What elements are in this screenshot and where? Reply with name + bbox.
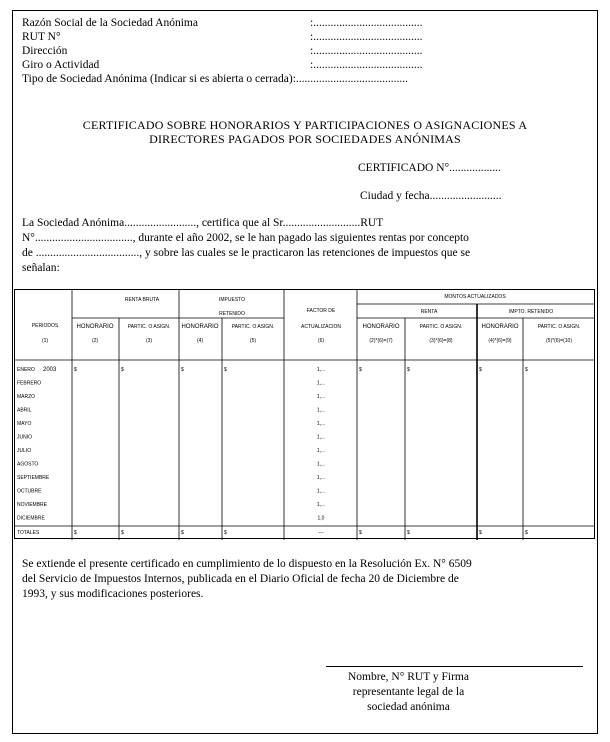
currency-sign: $ [181, 367, 184, 373]
month-label: MARZO [17, 394, 36, 400]
montos-header: MONTOS ACTUALIZADOS [444, 294, 506, 300]
signature-line[interactable] [326, 666, 583, 667]
title-line-2: DIRECTORES PAGADOS POR SOCIEDADES ANÓNIMAS [149, 132, 461, 146]
column-header-label: PARTIC. O ASIGN. [537, 324, 581, 330]
periodos-header: PERIODOS [31, 323, 59, 329]
factor-value: 1,... [316, 488, 326, 495]
signature-line-1: Nombre, N° RUT y Firma [348, 671, 469, 683]
column-header-label: PARTIC. O ASIGN. [419, 324, 463, 330]
totals-currency-sign: $ [479, 530, 482, 536]
column-header-number: (5) [249, 338, 257, 344]
month-label: FEBRERO [17, 380, 42, 387]
month-label: MAYO [17, 421, 32, 427]
column-header-label: HONORARIO [181, 324, 219, 330]
column-header-number: (5)*(6)=(10) [546, 338, 572, 344]
factor-header-1: FACTOR DE [306, 308, 336, 314]
signature-line-3: sociedad anónima [367, 701, 450, 713]
totals-currency-sign: $ [359, 530, 362, 536]
totals-currency-sign: $ [181, 530, 184, 536]
factor-header-2: ACTUALIZACION [300, 324, 342, 330]
currency-sign: $ [121, 367, 124, 373]
month-label: DICIEMBRE [17, 515, 45, 522]
certificate-number[interactable]: CERTIFICADO N°.................. [358, 162, 501, 174]
closing-paragraph [22, 557, 512, 602]
column-header-number: (3)*(6)=(8) [429, 338, 453, 344]
periodos-number: (1) [41, 338, 49, 344]
city-date[interactable]: Ciudad y fecha......................... [360, 190, 502, 202]
razon-social-label: Razón Social de la Sociedad Anónima [22, 17, 198, 29]
title-line-1: CERTIFICADO SOBRE HONORARIOS Y PARTICIPACIONES O ASIGNACIONES A [82, 118, 528, 132]
totals-currency-sign: $ [74, 530, 77, 536]
renta-bruta-header: RENTA BRUTA [124, 297, 160, 303]
column-header-label: PARTIC. O ASIGN. [231, 324, 275, 330]
rut-label: RUT N° [22, 31, 61, 43]
currency-sign: $ [74, 367, 77, 373]
currency-sign: $ [224, 367, 227, 373]
column-header-label: HONORARIO [362, 324, 400, 330]
factor-value: 1,... [316, 407, 326, 414]
totals-currency-sign: $ [525, 530, 528, 536]
totals-currency-sign: $ [121, 530, 124, 536]
currency-sign: $ [479, 367, 482, 373]
impuesto-header-2: RETENIDO [219, 311, 245, 317]
impuesto-header-1: IMPUESTO [218, 297, 246, 303]
column-header-label: HONORARIO [481, 324, 519, 330]
renta-header: RENTA [420, 309, 438, 315]
impto-retenido-header: IMPTO. RETENIDO [508, 309, 554, 315]
month-label: SEPTIEMBRE [17, 475, 50, 481]
factor-value: 1,... [316, 367, 326, 373]
month-label: ABRIL [17, 407, 32, 414]
column-header-number: (2) [91, 338, 99, 344]
intro-paragraph [22, 216, 507, 276]
column-header-label: HONORARIO [76, 324, 114, 330]
giro-value[interactable]: :...................................... [310, 59, 423, 71]
closing-line-2: del Servicio de Impuestos Internos, publicada en el Diario Oficial de fecha 20 de Diciembre de [22, 573, 459, 585]
factor-value: 1,... [316, 475, 326, 481]
rut-value[interactable]: :...................................... [310, 31, 423, 43]
intro-line-1: La Sociedad Anónima........................., certifica que al Sr...........................RUT [22, 217, 384, 229]
intro-line-4: señalan: [22, 262, 60, 274]
factor-value: 1,... [316, 448, 326, 454]
currency-sign: $ [407, 367, 410, 373]
factor-value: 1,... [316, 380, 326, 387]
giro-label: Giro o Actividad [22, 59, 100, 71]
month-label: AGOSTO [17, 461, 39, 468]
table-rows [17, 367, 528, 536]
factor-value: 1,... [316, 421, 326, 427]
month-label: OCTUBRE [17, 488, 42, 495]
factor-value: 1,... [316, 502, 326, 508]
month-label: JUNIO [17, 434, 32, 441]
month-label: JULIO [17, 448, 32, 454]
tipo-sociedad-line[interactable]: Tipo de Sociedad Anónima (Indicar si es abierta o cerrada):....................................... [22, 73, 409, 85]
rentas-table [14, 289, 595, 539]
direccion-label: Dirección [22, 45, 68, 57]
signature-block [326, 670, 491, 715]
column-header-number: (4) [196, 338, 204, 344]
closing-line-3: 1993, y sus modificaciones posteriores. [22, 588, 204, 600]
factor-value: 1,... [316, 434, 326, 441]
factor-header-3: (6) [317, 338, 325, 344]
direccion-value[interactable]: :...................................... [310, 45, 423, 57]
column-header-number: (4)*(6)=(9) [488, 338, 512, 344]
totals-label: TOTALES [17, 530, 40, 536]
intro-line-2: N°.................................., durante el año 2002, se le han pagado las siguientes rentas por concepto [22, 232, 469, 244]
factor-value: 1,... [316, 394, 326, 400]
factor-value: 1,... [316, 461, 326, 468]
rentas-table-grid [15, 290, 596, 540]
totals-currency-sign: $ [407, 530, 410, 536]
month-label: ENERO [17, 367, 35, 373]
razon-social-value[interactable]: :...................................... [310, 17, 423, 29]
column-header-label: PARTIC. O ASIGN. [127, 324, 171, 330]
currency-sign: $ [359, 367, 362, 373]
factor-value: 1,0 [317, 515, 325, 522]
column-header-number: (2)*(6)=(7) [369, 338, 393, 344]
year-label: 2003 [43, 367, 57, 373]
intro-line-3: de ...................................., y sobre las cuales se le practicaron las retenciones de impuestos que se [22, 247, 471, 259]
totals-currency-sign: $ [224, 530, 227, 536]
closing-line-1: Se extiende el presente certificado en cumplimiento de lo dispuesto en la Resolución Ex. N° 6509 [22, 558, 472, 570]
document-title [0, 118, 610, 146]
totals-factor: --- [318, 530, 324, 536]
currency-sign: $ [525, 367, 528, 373]
month-label: NOVIEMBRE [17, 502, 48, 508]
column-header-number: (3) [145, 338, 153, 344]
signature-line-2: representante legal de la [352, 686, 465, 698]
